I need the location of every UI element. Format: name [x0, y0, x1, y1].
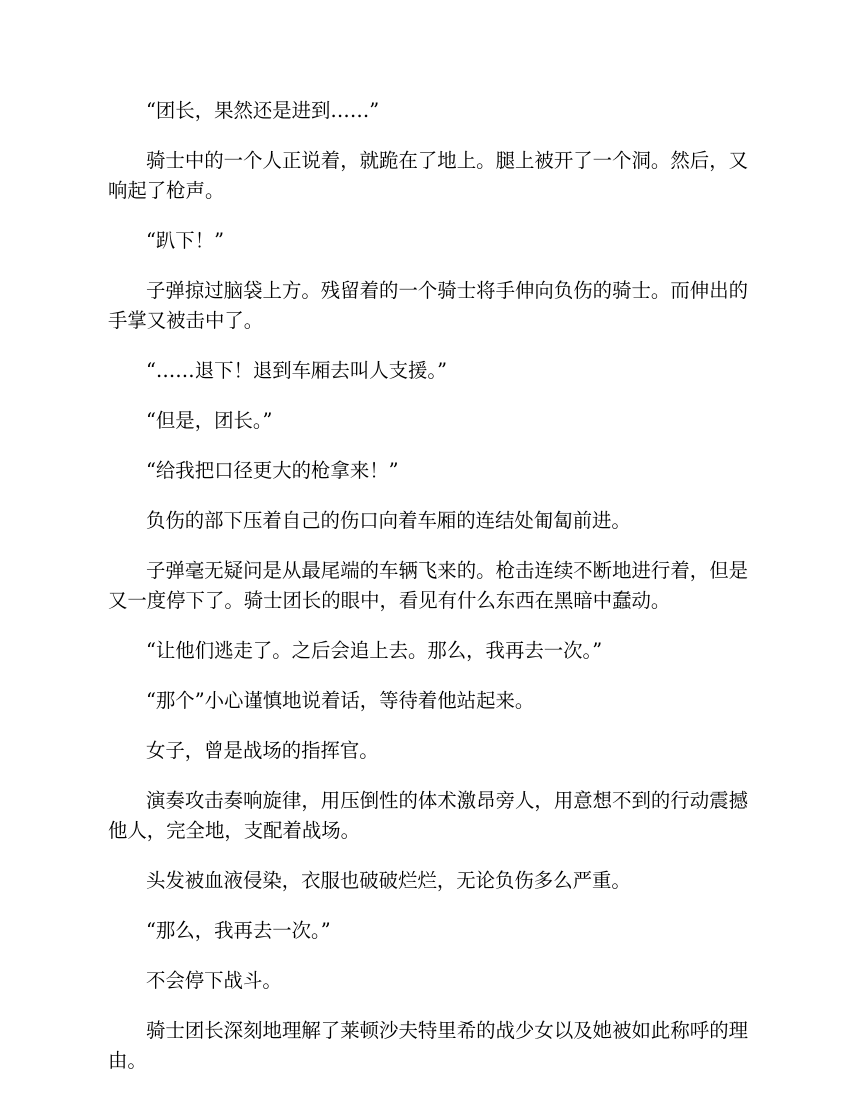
- paragraph-2: 骑士中的一个人正说着，就跪在了地上。腿上被开了一个洞。然后，又响起了枪声。: [108, 149, 748, 202]
- paragraph-8: 负伤的部下压着自己的伤口向着车厢的连结处匍匐前进。: [146, 509, 631, 532]
- paragraph-4: 子弹掠过脑袋上方。残留着的一个骑士将手伸向负伤的骑士。而伸出的手掌又被击中了。: [108, 279, 748, 332]
- paragraph-11: “那个”小心谨慎地说着话，等待着他站起来。: [146, 689, 535, 712]
- paragraph-1: “团长，果然还是进到……”: [146, 99, 380, 122]
- paragraph-6: “但是，团长。”: [146, 409, 273, 432]
- paragraph-13: 演奏攻击奏响旋律，用压倒性的体术激昂旁人，用意想不到的行动震撼他人，完全地，支配着战场。: [108, 789, 748, 842]
- document-page: [108, 96, 748, 1096]
- paragraph-17: 骑士团长深刻地理解了莱顿沙夫特里希的战少女以及她被如此称呼的理由。: [108, 1019, 748, 1072]
- paragraph-10: “让他们逃走了。之后会追上去。那么，我再去一次。”: [146, 639, 603, 662]
- paragraph-12: 女子，曾是战场的指挥官。: [146, 739, 379, 762]
- paragraph-9: 子弹毫无疑问是从最尾端的车辆飞来的。枪击连续不断地进行着，但是又一度停下了。骑士团长的眼中，看见有什么东西在黑暗中蠢动。: [108, 559, 748, 612]
- paragraph-14: 头发被血液侵染，衣服也破破烂烂，无论负伤多么严重。: [146, 869, 631, 892]
- paragraph-3: “趴下！”: [146, 229, 224, 252]
- paragraph-15: “那么，我再去一次。”: [146, 919, 331, 942]
- paragraph-16: 不会停下战斗。: [146, 969, 282, 992]
- paragraph-7: “给我把口径更大的枪拿来！”: [146, 459, 399, 482]
- paragraph-5: “……退下！退到车厢去叫人支援。”: [146, 359, 447, 382]
